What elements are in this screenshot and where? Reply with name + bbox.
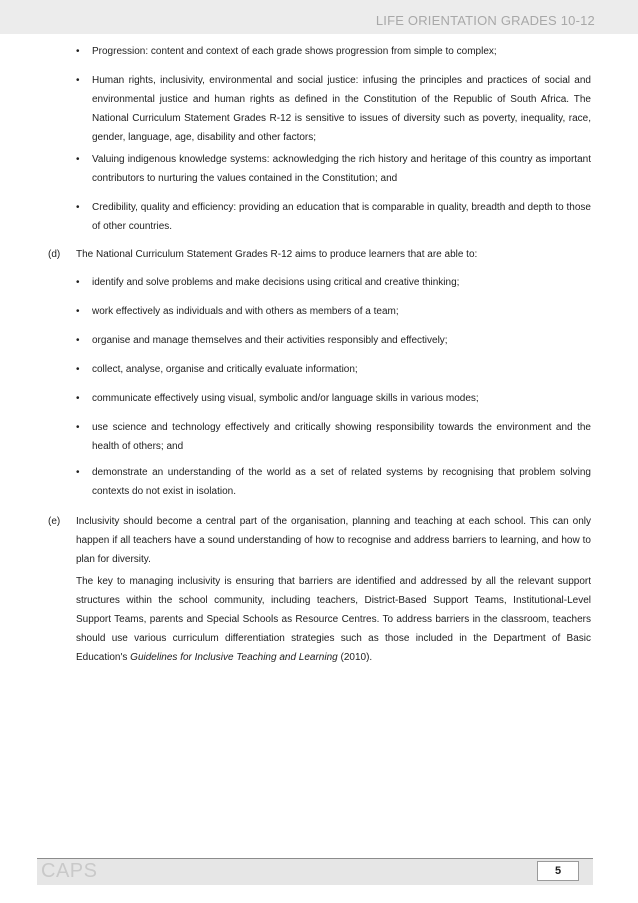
aim-item: work effectively as individuals and with others as members of a team; — [92, 306, 399, 317]
bullet-symbol: • — [76, 277, 80, 288]
footer-divider — [37, 858, 593, 859]
section-d-marker: (d) — [48, 249, 61, 260]
bullet-indigenous-knowledge: Valuing indigenous knowledge systems: acknowledging the rich history and heritage of this country as important contributors to nurturing the values contained in the Constitution; and — [92, 154, 591, 184]
bullet-symbol: • — [76, 154, 80, 165]
bullet-symbol: • — [76, 46, 80, 57]
paragraph-2-text: The key to managing inclusivity is ensuring that barriers are identified and addressed by all the relevant support structures within the school community, including teachers, District-Based Support Teams, Institutional-Level Support Teams, parents and Special Schools as Resource Centres. To address barriers in the classroom, teachers should use various curriculum differentiation strategies such as those included in the Department of Basic Education's — [76, 576, 591, 663]
section-e-paragraph-1: Inclusivity should become a central part of the organisation, planning and teaching at each school. This can only happen if all teachers have a sound understanding of how to recognise and address barriers to learning, and how to plan for diversity. — [76, 516, 591, 565]
page-footer — [37, 858, 593, 885]
bullet-symbol: • — [76, 422, 80, 433]
aim-item: communicate effectively using visual, symbolic and/or language skills in various modes; — [92, 393, 479, 404]
aim-item: organise and manage themselves and their activities responsibly and effectively; — [92, 335, 448, 346]
page-header — [0, 0, 638, 34]
paragraph-2-end: (2010). — [337, 652, 373, 663]
aim-item: identify and solve problems and make decisions using critical and creative thinking; — [92, 277, 460, 288]
bullet-credibility: Credibility, quality and efficiency: providing an education that is comparable in quality, breadth and depth to those of other countries. — [92, 202, 591, 232]
bullet-symbol: • — [76, 202, 80, 213]
aim-item: demonstrate an understanding of the world as a set of related systems by recognising that problem solving contexts do not exist in isolation. — [92, 467, 591, 497]
bullet-symbol: • — [76, 75, 80, 86]
page-number: 5 — [537, 861, 579, 881]
aim-item: collect, analyse, organise and critically evaluate information; — [92, 364, 358, 375]
guidelines-title: Guidelines for Inclusive Teaching and Learning — [130, 652, 338, 663]
aim-item: use science and technology effectively and critically showing responsibility towards the environment and the health of others; and — [92, 422, 591, 452]
bullet-symbol: • — [76, 306, 80, 317]
bullet-symbol: • — [76, 393, 80, 404]
section-d-intro: The National Curriculum Statement Grades R-12 aims to produce learners that are able to: — [76, 249, 478, 260]
bullet-progression: Progression: content and context of each grade shows progression from simple to complex; — [92, 46, 497, 57]
footer-caps-label: CAPS — [41, 860, 98, 882]
bullet-symbol: • — [76, 364, 80, 375]
bullet-symbol: • — [76, 467, 80, 478]
header-title: LIFE ORIENTATION GRADES 10-12 — [375, 13, 595, 28]
bullet-human-rights: Human rights, inclusivity, environmental and social justice: infusing the principles and practices of social and environmental justice and human rights as defined in the Constitution of the Republic of South Africa. The National Curriculum Statement Grades R-12 is sensitive to issues of diversity such as poverty, inequality, race, gender, language, age, disability and other factors; — [92, 75, 591, 143]
bullet-symbol: • — [76, 335, 80, 346]
section-e-marker: (e) — [48, 516, 61, 527]
section-e-paragraph-2 — [76, 572, 591, 667]
